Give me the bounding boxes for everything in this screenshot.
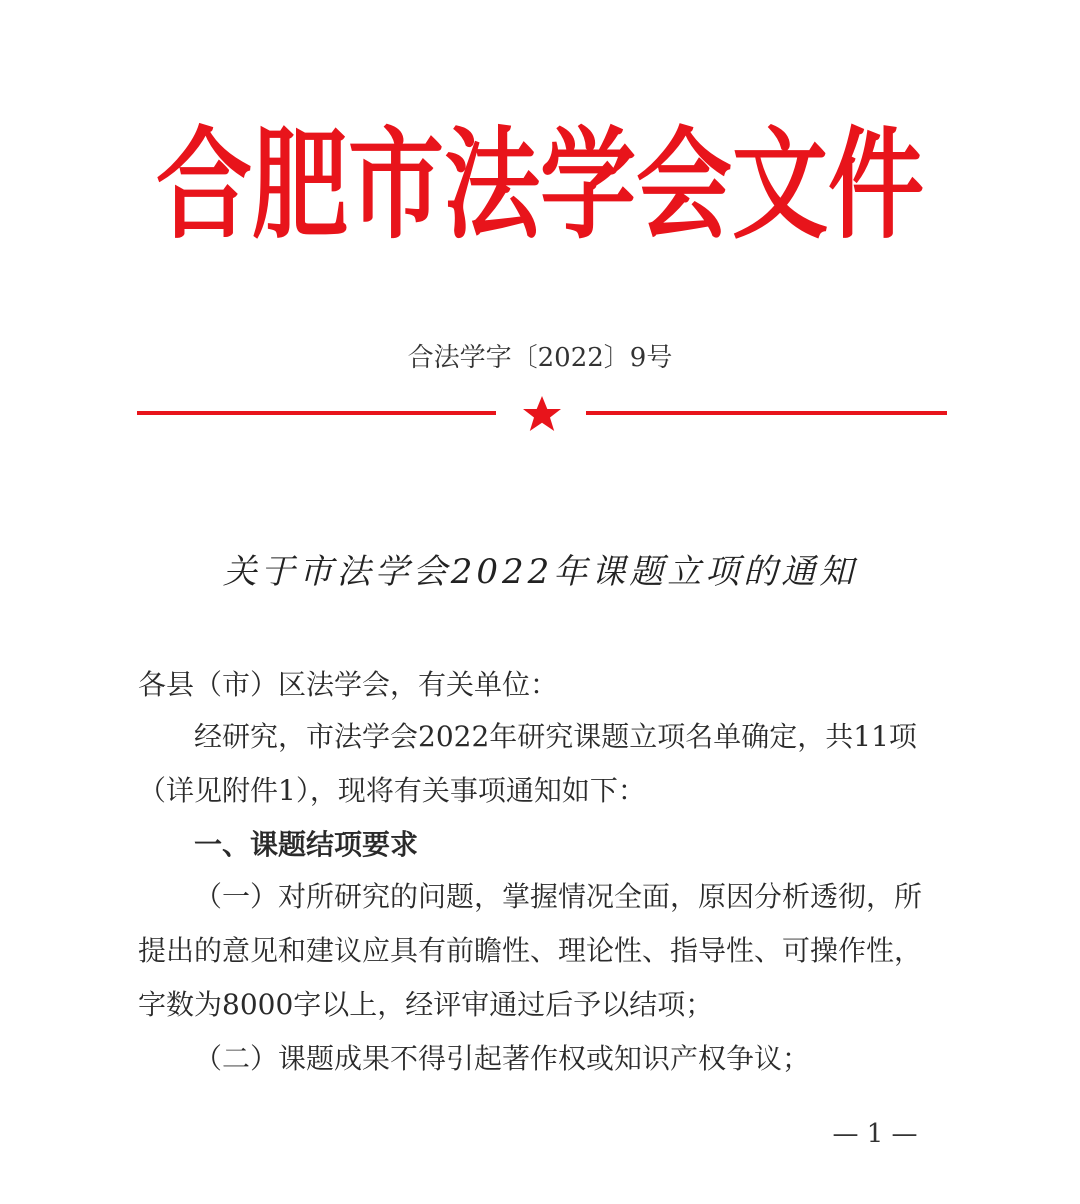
document-number: 合法学字〔2022〕9号: [407, 343, 673, 373]
divider-rule-left: [137, 411, 496, 415]
divider-rule-right: [586, 411, 947, 415]
paragraph-line: 经研究，市法学会2022年研究课题立项名单确定，共11项: [194, 720, 917, 753]
paragraph-line: （一）对所研究的问题，掌握情况全面，原因分析透彻，所: [194, 880, 923, 913]
red-divider: [137, 396, 947, 432]
salutation-line: 各县（市）区法学会，有关单位：: [138, 668, 559, 701]
paragraph-line: （二）课题成果不得引起著作权或知识产权争议；: [194, 1042, 811, 1075]
notice-title: 关于市法学会2022年课题立项的通知: [222, 552, 858, 592]
paragraph-line: 提出的意见和建议应具有前瞻性、理论性、指导性、可操作性，: [138, 934, 923, 967]
paragraph-line: （详见附件1），现将有关事项通知如下：: [138, 774, 646, 807]
section-heading: 一、课题结项要求: [194, 828, 419, 861]
red-header-title: 合肥市法学会文件: [156, 115, 924, 255]
paragraph-line: 字数为8000字以上，经评审通过后予以结项；: [138, 988, 714, 1021]
page-number: — 1 —: [832, 1119, 918, 1149]
star-icon: [519, 396, 565, 432]
